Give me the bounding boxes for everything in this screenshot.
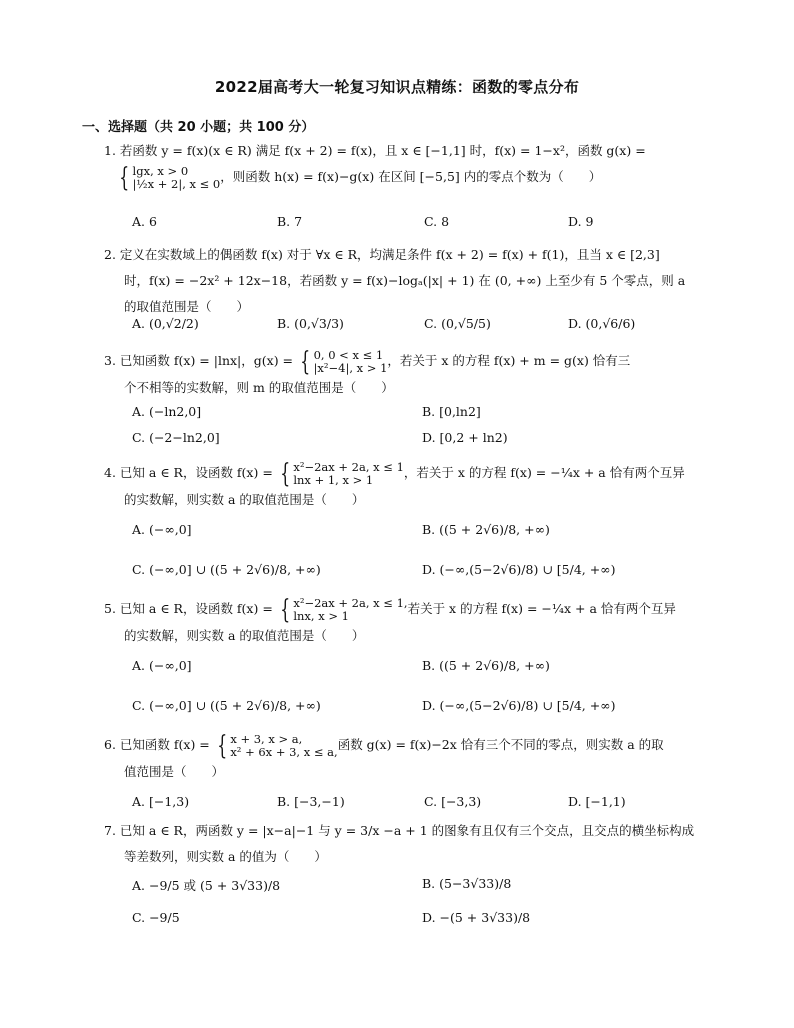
option-a[interactable]: A. (−ln2,0] (132, 404, 202, 419)
question-3 (104, 346, 712, 401)
piecewise-definition: 0, 0 < x ≤ 1 |x²−4|, x > 1 (313, 347, 388, 375)
piecewise-definition: x + 3, x > a, x² + 6x + 3, x ≤ a, (230, 731, 338, 759)
question-6 (104, 730, 712, 785)
question-stem-continued: ，若关于 x 的方程 f(x) + m = g(x) 恰有三 (387, 353, 631, 368)
question-stem-continued: ，则函数 h(x) = f(x)−g(x) 在区间 [−5,5] 内的零点个数为（ ） (220, 169, 602, 184)
question-number: 4. (104, 465, 116, 480)
question-stem: 已知 a ∈ R，设函数 f(x) = (119, 601, 273, 616)
brace-symbol: { (300, 346, 311, 377)
option-c[interactable]: C. (−2−ln2,0] (132, 430, 220, 445)
option-c[interactable]: C. (0,√5/5) (424, 316, 491, 331)
question-stem: 若函数 y = f(x)(x ∈ R) 满足 f(x + 2) = f(x)，且 x ∈ [−1,1] 时，f(x) = 1−x²，函数 g(x) = (119, 143, 646, 158)
piecewise-definition: x²−2ax + 2a, x ≤ 1, lnx, x > 1 (293, 595, 408, 623)
option-d[interactable]: D. −(5 + 3√33)/8 (422, 910, 531, 925)
piecewise-definition: x²−2ax + 2a, x ≤ 1 lnx + 1, x > 1 (293, 459, 404, 487)
question-stem-end: 等差数列，则实数 a 的值为（ ） (124, 849, 327, 864)
question-stem-end: 的实数解，则实数 a 的取值范围是（ ） (124, 491, 365, 507)
question-stem: 已知函数 f(x) = |lnx|，g(x) = (119, 353, 294, 368)
option-c[interactable]: C. 8 (424, 214, 450, 229)
option-b[interactable]: B. ((5 + 2√6)/8, +∞) (422, 522, 550, 537)
option-d[interactable]: D. (−∞,(5−2√6)/8) ∪ [5/4, +∞) (422, 698, 616, 713)
question-number: 1. (104, 143, 116, 158)
question-stem: 已知 a ∈ R，设函数 f(x) = (119, 465, 273, 480)
option-d[interactable]: D. (0,√6/6) (568, 316, 636, 331)
option-b[interactable]: B. 7 (277, 214, 303, 229)
question-number: 7. (104, 823, 116, 838)
option-b[interactable]: B. ((5 + 2√6)/8, +∞) (422, 658, 550, 673)
question-stem-end: 值范围是（ ） (124, 763, 225, 779)
question-7 (104, 818, 712, 870)
question-number: 3. (104, 353, 116, 368)
question-4 (104, 458, 712, 513)
option-b[interactable]: B. [−3,−1) (277, 794, 345, 809)
option-d[interactable]: D. 9 (568, 214, 594, 229)
question-stem: 已知 a ∈ R，两函数 y = |x−a|−1 与 y = 3/x −a + 1 的图象有且仅有三个交点，且交点的横坐标构成 (119, 823, 695, 838)
option-b[interactable]: B. [0,ln2] (422, 404, 481, 419)
option-b[interactable]: B. (0,√3/3) (277, 316, 344, 331)
question-stem-continued: 若关于 x 的方程 f(x) = −¼x + a 恰有两个互异 (407, 601, 676, 616)
option-a[interactable]: A. 6 (132, 214, 157, 229)
brace-symbol: { (217, 730, 228, 761)
question-number: 2. (104, 247, 116, 262)
question-5 (104, 594, 712, 649)
question-stem-end: 的取值范围是（ ） (124, 299, 250, 314)
question-number: 5. (104, 601, 116, 616)
option-c[interactable]: C. [−3,3) (424, 794, 482, 809)
option-a[interactable]: A. (−∞,0] (132, 658, 192, 673)
option-b[interactable]: B. (5−3√33)/8 (422, 876, 512, 891)
section-heading: 一、选择题（共 20 小题；共 100 分） (82, 120, 315, 135)
brace-symbol: { (280, 458, 291, 489)
brace-symbol: { (280, 594, 291, 625)
question-stem-end: 的实数解，则实数 a 的取值范围是（ ） (124, 627, 365, 643)
option-d[interactable]: D. (−∞,(5−2√6)/8) ∪ [5/4, +∞) (422, 562, 616, 577)
option-a[interactable]: A. [−1,3) (132, 794, 190, 809)
question-1 (104, 138, 712, 193)
question-stem-continued: 时，f(x) = −2x² + 12x−18，若函数 y = f(x)−logₐ(|x| + 1) 在 (0, +∞) 上至少有 5 个零点，则 a (124, 273, 686, 288)
option-d[interactable]: D. [0,2 + ln2) (422, 430, 508, 445)
brace-symbol: { (119, 162, 130, 193)
question-stem: 定义在实数域上的偶函数 f(x) 对于 ∀x ∈ R，均满足条件 f(x + 2) = f(x) + f(1)，且当 x ∈ [2,3] (119, 247, 660, 262)
question-stem-continued: 函数 g(x) = f(x)−2x 恰有三个不同的零点，则实数 a 的取 (337, 737, 664, 752)
option-c[interactable]: C. −9/5 (132, 910, 180, 925)
question-stem: 已知函数 f(x) = (119, 737, 210, 752)
option-c[interactable]: C. (−∞,0] ∪ ((5 + 2√6)/8, +∞) (132, 698, 321, 713)
question-stem-continued: ，若关于 x 的方程 f(x) = −¼x + a 恰有两个互异 (403, 465, 685, 480)
option-d[interactable]: D. [−1,1) (568, 794, 626, 809)
question-2 (104, 242, 712, 320)
page-title: 2022届高考大一轮复习知识点精练：函数的零点分布 (214, 78, 580, 96)
option-a[interactable]: A. (0,√2/2) (132, 316, 199, 331)
option-c[interactable]: C. (−∞,0] ∪ ((5 + 2√6)/8, +∞) (132, 562, 321, 577)
question-stem-end: 个不相等的实数解，则 m 的取值范围是（ ） (124, 379, 394, 395)
piecewise-definition: lgx, x > 0 |½x + 2|, x ≤ 0 (132, 163, 221, 191)
option-a[interactable]: A. −9/5 或 (5 + 3√33)/8 (132, 878, 281, 893)
question-number: 6. (104, 737, 116, 752)
option-a[interactable]: A. (−∞,0] (132, 522, 192, 537)
